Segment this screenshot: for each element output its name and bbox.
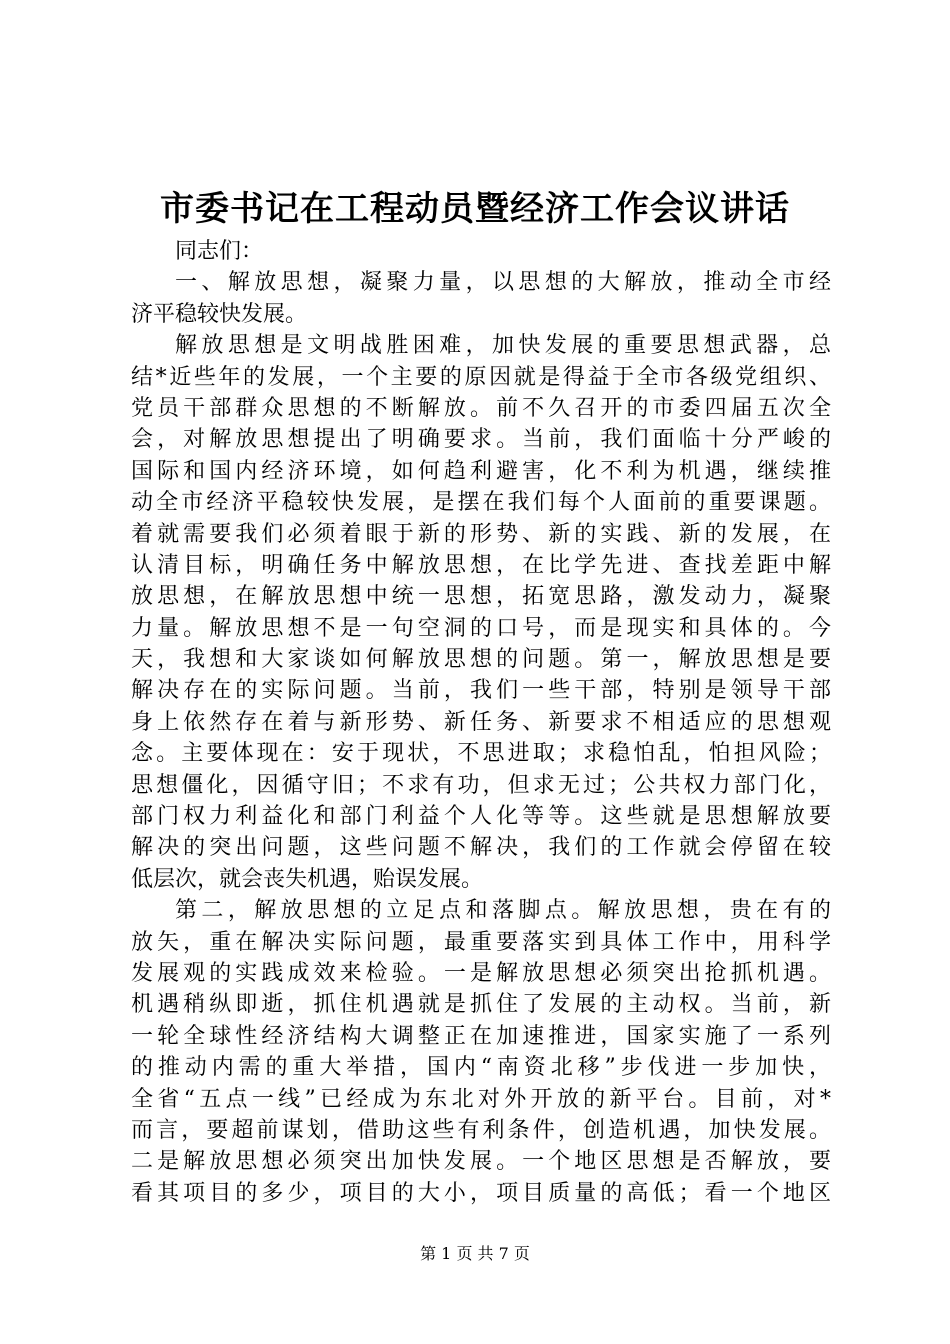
text-line: 济平稳较快发展。 [131, 301, 308, 327]
text-line: 解决的突出问题，这些问题不解决，我们的工作就会停留在较 [131, 835, 831, 861]
text-line: 第二，解放思想的立足点和落脚点。解放思想，贵在有的 [175, 898, 831, 924]
text-line: 同志们： [175, 239, 264, 264]
text-line: 放矢，重在解决实际问题，最重要落实到具体工作中，用科学 [131, 929, 831, 955]
text-line: 一轮全球性经济结构大调整正在加速推进，国家实施了一系列 [131, 1023, 831, 1049]
text-line: 看其项目的多少，项目的大小，项目质量的高低；看一个地区 [131, 1180, 831, 1206]
text-line: 全省“五点一线”已经成为东北对外开放的新平台。目前，对* [131, 1086, 831, 1112]
text-line: 而言，要超前谋划，借助这些有利条件，创造机遇，加快发展。 [131, 1117, 831, 1143]
text-line: 念。主要体现在：安于现状，不思进取；求稳怕乱，怕担风险； [131, 741, 831, 767]
text-line: 发展观的实践成效来检验。一是解放思想必须突出抢抓机遇。 [131, 960, 831, 986]
text-line: 部门权力利益化和部门利益个人化等等。这些就是思想解放要 [131, 804, 831, 830]
text-line: 会，对解放思想提出了明确要求。当前，我们面临十分严峻的 [131, 427, 831, 453]
text-line: 放思想，在解放思想中统一思想，拓宽思路，激发动力，凝聚 [131, 584, 831, 610]
text-line: 力量。解放思想不是一句空洞的口号，而是现实和具体的。今 [131, 615, 831, 641]
text-line: 党员干部群众思想的不断解放。前不久召开的市委四届五次全 [131, 395, 831, 421]
text-line: 天，我想和大家谈如何解放思想的问题。第一，解放思想是要 [131, 647, 831, 673]
text-line: 认清目标，明确任务中解放思想，在比学先进、查找差距中解 [131, 552, 831, 578]
text-line: 动全市经济平稳较快发展，是摆在我们每个人面前的重要课题。 [131, 490, 831, 516]
text-line: 的推动内需的重大举措，国内“南资北移”步伐进一步加快， [131, 1055, 831, 1081]
document-body [131, 236, 831, 1209]
text-line: 二是解放思想必须突出加快发展。一个地区思想是否解放，要 [131, 1149, 831, 1175]
text-line: 国际和国内经济环境，如何趋利避害，化不利为机遇，继续推 [131, 458, 831, 484]
page-number-footer: 第 1 页 共 7 页 [420, 1244, 530, 1263]
text-line: 着就需要我们必须着眼于新的形势、新的实践、新的发展，在 [131, 521, 831, 547]
text-line: 身上依然存在着与新形势、新任务、新要求不相适应的思想观 [131, 709, 831, 735]
text-line: 解放思想是文明战胜困难，加快发展的重要思想武器，总 [175, 333, 831, 359]
text-line: 思想僵化，因循守旧；不求有功，但求无过；公共权力部门化， [131, 772, 831, 798]
text-line: 机遇稍纵即逝，抓住机遇就是抓住了发展的主动权。当前，新 [131, 992, 831, 1018]
document-title: 市委书记在工程动员暨经济工作会议讲话 [160, 189, 790, 229]
text-line: 一、解放思想，凝聚力量，以思想的大解放，推动全市经 [175, 270, 831, 296]
text-line: 解决存在的实际问题。当前，我们一些干部，特别是领导干部 [131, 678, 831, 704]
text-line: 低层次，就会丧失机遇，贻误发展。 [131, 866, 484, 892]
text-line: 结*近些年的发展，一个主要的原因就是得益于全市各级党组织、 [131, 364, 831, 390]
